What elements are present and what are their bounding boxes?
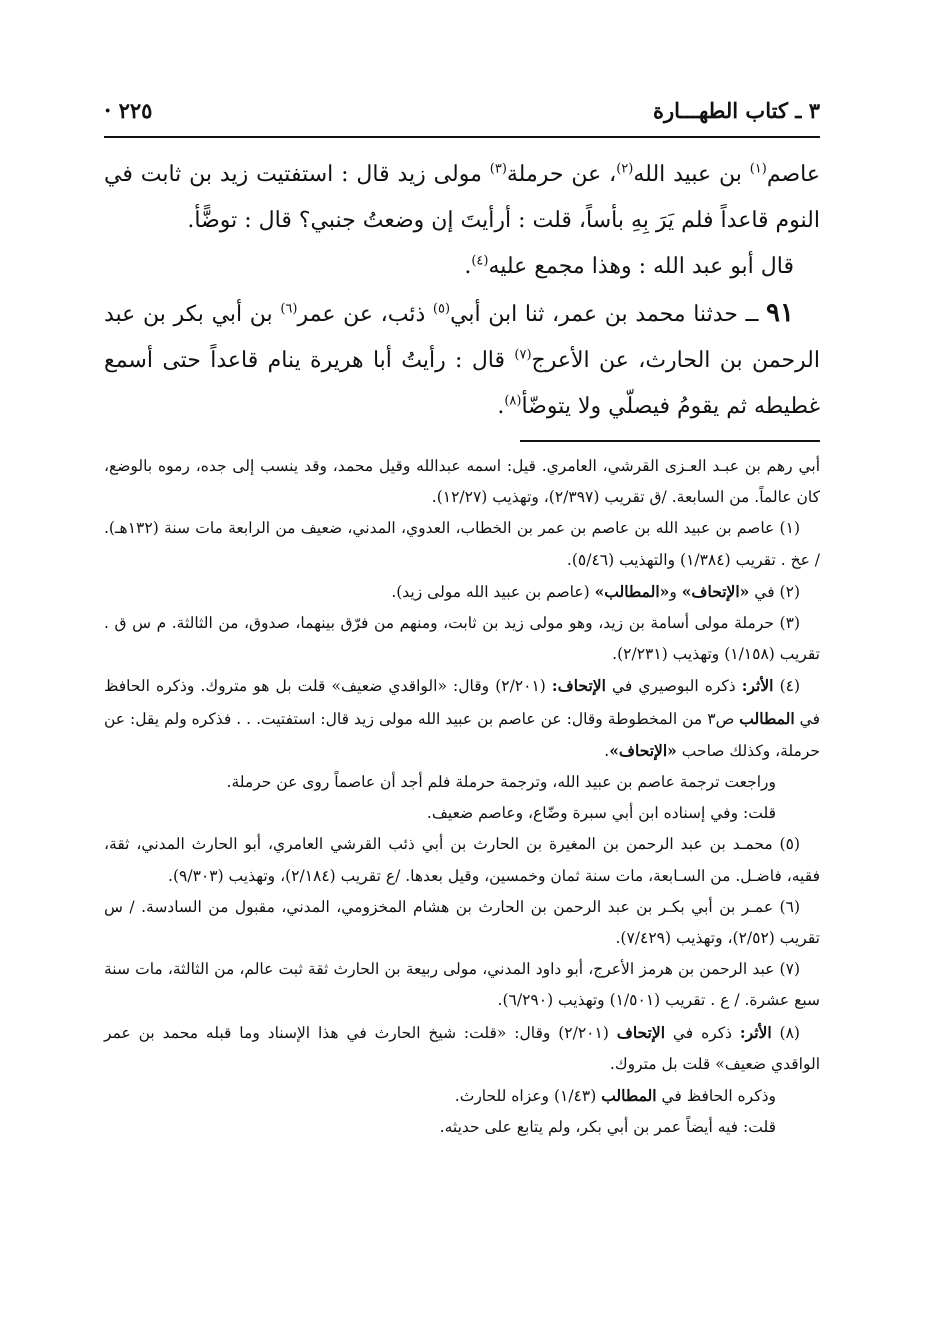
- header-divider: [104, 136, 820, 138]
- page-number: ٢٢٥ ·: [104, 98, 153, 123]
- footnote-4-sub-1: وراجعت ترجمة عاصم بن عبيد الله، وترجمة حرملة فلم أجد أن عاصماً روى عن حرملة.: [226, 773, 776, 792]
- footnote-6: (٦) عمـر بن أبي بكـر بن عبد الرحمن بن الحارث بن هشام المخزومي، المدني، مقبول من السادسة. / س تقريب (٢/٥٢)، وتهذيب (٧/٤٢٩).: [104, 897, 820, 948]
- footnote-7: (٧) عبد الرحمن بن هرمز الأعرج، أبو داود المدني، مولى ربيعة بن الحارث ثقة ثبت عالم، من الثالثة، مات سنة سبع عشرة. / ع . تقريب (١/٥٠١) وتهذيب (٦/٢٩٠).: [104, 960, 820, 1010]
- footnote-5: (٥) محمـد بن عبد الرحمن بن المغيرة بن الحارث بن أبي ذئب القرشي العامري، أبو الحارث المدني، ثقة، فقيه، فاضـل. من السـابعة، مات سنة ثمان وخمسين، وقيل بعدها. /ع تقريب (٢/١٨٤)، وتهذيب (٩/٣٠٣).: [104, 835, 820, 885]
- footnote-4: (٤) الأثر: ذكره البوصيري في الإتحاف: (٢/٢٠١) وقال: «الواقدي ضعيف» قلت بل هو متروك. وذكره الحافظ في المطالب ص٣ من المخطوطة وقال: عن عاصم بن عبيد الله مولى زيد قال: استفتيت. . . فذكره ولم يقل: عن حرملة، وكذلك صاحب «الإتحاف».: [104, 676, 820, 760]
- footnote-8: (٨) الأثر: ذكره في الإتحاف (٢/٢٠١) وقال: «قلت: شيخ الحارث في هذا الإسناد وما قبله محمد بن عمر الواقدي ضعيف» قلت بل متروك.: [104, 1022, 820, 1073]
- main-paragraph-1: عاصم$^{(١)}$ بن عبيد الله$^{(٢)}$، عن حرملة$^{(٣)}$ مولى زيد قال : استفتيت زيد بن ثابت في النوم قاعداً فلم يَرَ بِهِ بأساً، قلت : أرأيتَ إن وضعتُ جنبي؟ قال : توضًّأ.: [104, 161, 820, 233]
- footnote-ref-2[interactable]: (٢): [616, 161, 634, 177]
- chapter-title: ٣ ـ كتاب الطهـــارة: [652, 98, 820, 123]
- footnote-ref-8[interactable]: (٨): [504, 393, 522, 409]
- footnotes-divider: [520, 440, 820, 442]
- main-text: [104, 152, 820, 430]
- main-paragraph-2: قال أبو عبد الله : وهذا مجمع عليه$^{(٤)}$.: [464, 253, 794, 279]
- footnote-2: (٢) في «الإتحاف» و«المطالب» (عاصم بن عبيد الله مولى زيد).: [391, 581, 800, 601]
- footnote-ref-7[interactable]: (٧): [514, 347, 532, 363]
- footnote-continuation: أبي رهم بن عبـد العـزى القرشي، العامري. قيل: اسمه عبدالله وقيل محمد، وقد ينسب إلى جده، رموه بالوضع، كان عالماً. من السابعة. /ق تقريب (٢/٣٩٧)، وتهذيب (١٢/٢٧).: [104, 457, 820, 507]
- footnotes: [104, 451, 820, 1143]
- footnote-4-sub-2: قلت: وفي إسناده ابن أبي سبرة وضّاع، وعاصم ضعيف.: [426, 804, 776, 823]
- hadith-number: ٩١: [766, 298, 794, 328]
- hadith-91: ٩١ ــ حدثنا محمد بن عمر، ثنا ابن أبي$^{(٥)}$ ذئب، عن عمر$^{(٦)}$ بن أبي بكر بن عبد الرحمن بن الحارث، عن الأعرج$^{(٧)}$ قال : رأيتُ أبا هريرة ينام قاعداً حتى أسمع غطيطه ثم يقومُ فيصلّي ولا يتوضّأ$^{(٨)}$.: [104, 298, 820, 419]
- footnote-ref-4[interactable]: (٤): [471, 253, 489, 269]
- running-header: [104, 94, 820, 134]
- footnote-ref-5[interactable]: (٥): [432, 301, 451, 317]
- footnote-8-sub-1: وذكره الحافظ في المطالب (١/٤٣) وعزاه للحارث.: [454, 1086, 776, 1106]
- footnote-ref-3[interactable]: (٣): [489, 161, 507, 177]
- footnote-ref-1[interactable]: (١): [749, 161, 767, 177]
- footnote-8-sub-2: قلت: فيه أيضاً عمر بن أبي بكر، ولم يتابع على حديثه.: [439, 1118, 776, 1137]
- footnote-3: (٣) حرملة مولى أسامة بن زيد، وهو مولى زيد بن ثابت، ومنهم من فرّق بينهما، صدوق، من الثالثة. م س ق . تقريب (١/١٥٨) وتهذيب (٢/٢٣١).: [104, 614, 820, 664]
- footnote-1: (١) عاصم بن عبيد الله بن عاصم بن عمر بن الخطاب، العدوي، المدني، ضعيف من الرابعة مات سنة (١٣٢هـ). / عخ . تقريب (١/٣٨٤) والتهذيب (٥/٤٦).: [104, 519, 820, 569]
- footnote-ref-6[interactable]: (٦): [280, 301, 298, 317]
